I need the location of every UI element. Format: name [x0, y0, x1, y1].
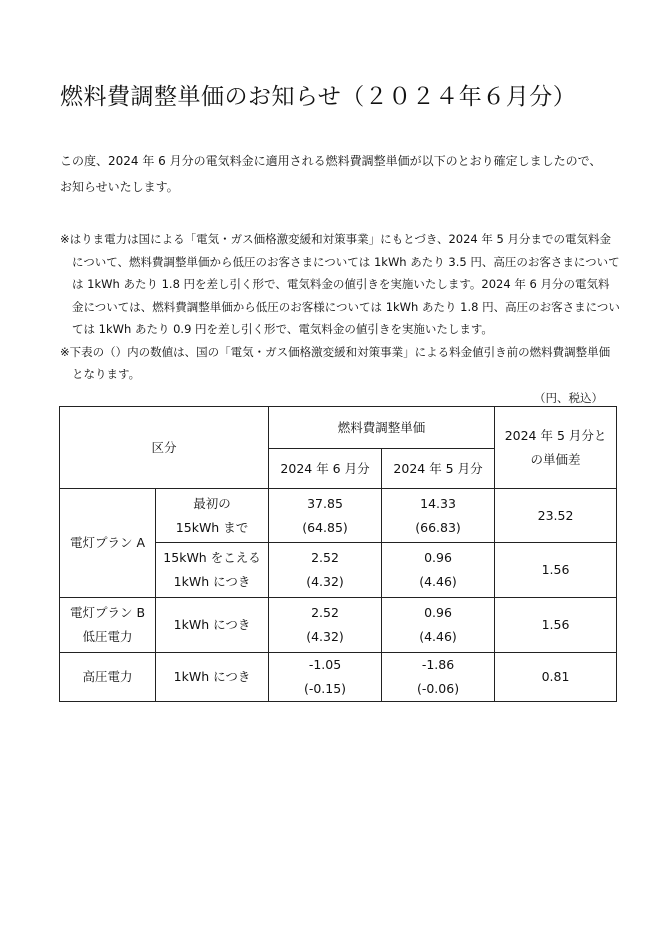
- intro-line: この度、2024 年 6 月分の電気料金に適用される燃料費調整単価が以下のとおり確定しましたので、: [60, 154, 602, 168]
- value: 0.96: [424, 605, 452, 620]
- value: -1.86: [421, 657, 455, 672]
- intro-line: お知らせいたします。: [60, 180, 179, 194]
- diff-cell: 1.56: [495, 543, 617, 598]
- plan-cell: 高圧電力: [60, 653, 156, 702]
- jun-cell: [269, 543, 382, 598]
- header-diff-line: の単価差: [530, 451, 581, 467]
- header-diff: [495, 407, 617, 489]
- value-pre: (4.32): [306, 574, 344, 589]
- sub-line: 15kWh まで: [175, 519, 249, 535]
- jun-cell: [269, 653, 382, 702]
- header-jun: 2024 年 6 月分: [269, 449, 382, 489]
- note-discount: ※はりま電力は国による「電気・ガス価格激変緩和対策事業」にもとづき、2024 年 5 月分までの電気料金について、燃料費調整単価から低圧のお客さまについては 1kWh あたり 3.5 円、高圧のお客さまについては 1kWh あたり 1.8 円を差し引く形で、電気料金の値引きを実施いたします。2024 年 6 月分の電気料金については、燃料費調整単価から低圧のお客様については 1kWh あたり 1.8 円、高圧のお客さまについては 1kWh あたり 0.9 円を差し引く形で、電気料金の値引きを実施いたします。: [60, 232, 620, 336]
- jun-cell: [269, 598, 382, 653]
- sub-cell: 1kWh につき: [156, 653, 269, 702]
- diff-cell: 1.56: [495, 598, 617, 653]
- diff-cell: 0.81: [495, 653, 617, 702]
- may-cell: [382, 543, 495, 598]
- value: 14.33: [420, 495, 456, 511]
- value-pre: (66.83): [415, 519, 461, 535]
- value-pre: (64.85): [302, 519, 348, 535]
- value-pre: (-0.15): [303, 681, 347, 696]
- jun-cell: [269, 489, 382, 543]
- intro-text: [60, 148, 620, 200]
- may-cell: [382, 598, 495, 653]
- fuel-cost-table: [59, 406, 617, 702]
- unit-label: （円、税込）: [534, 391, 603, 405]
- note-parentheses: ※下表の（）内の数値は、国の「電気・ガス価格激変緩和対策事業」による料金値引き前の燃料費調整単価となります。: [60, 344, 611, 381]
- value-pre: (-0.06): [416, 681, 460, 696]
- table-row: [60, 653, 617, 702]
- table-row: [60, 489, 617, 543]
- plan-line: 低圧電力: [82, 629, 133, 644]
- value-pre: (4.46): [419, 574, 457, 589]
- plan-cell: 電灯プラン A: [60, 489, 156, 598]
- value: 0.96: [424, 550, 452, 565]
- sub-cell: [156, 543, 269, 598]
- page-title: 燃料費調整単価のお知らせ（２０２４年６月分）: [60, 84, 577, 110]
- plan-cell: [60, 598, 156, 653]
- value: 2.52: [311, 550, 339, 565]
- value: 2.52: [311, 605, 339, 620]
- header-group: 燃料費調整単価: [269, 407, 495, 449]
- may-cell: [382, 653, 495, 702]
- header-may: 2024 年 5 月分: [382, 449, 495, 489]
- sub-line: 最初の: [193, 495, 231, 511]
- plan-line: 電灯プラン B: [69, 605, 146, 620]
- header-diff-line: 2024 年 5 月分と: [504, 427, 607, 443]
- header-category: 区分: [60, 407, 269, 489]
- value-pre: (4.32): [306, 629, 344, 644]
- diff-cell: 23.52: [495, 489, 617, 543]
- value: -1.05: [308, 657, 342, 672]
- may-cell: [382, 489, 495, 543]
- sub-line: 15kWh をこえる: [163, 550, 261, 565]
- value: 37.85: [307, 495, 343, 511]
- notes: [60, 228, 620, 386]
- value-pre: (4.46): [419, 629, 457, 644]
- sub-cell: 1kWh につき: [156, 598, 269, 653]
- table-row: [60, 598, 617, 653]
- sub-cell: [156, 489, 269, 543]
- sub-line: 1kWh につき: [173, 574, 251, 589]
